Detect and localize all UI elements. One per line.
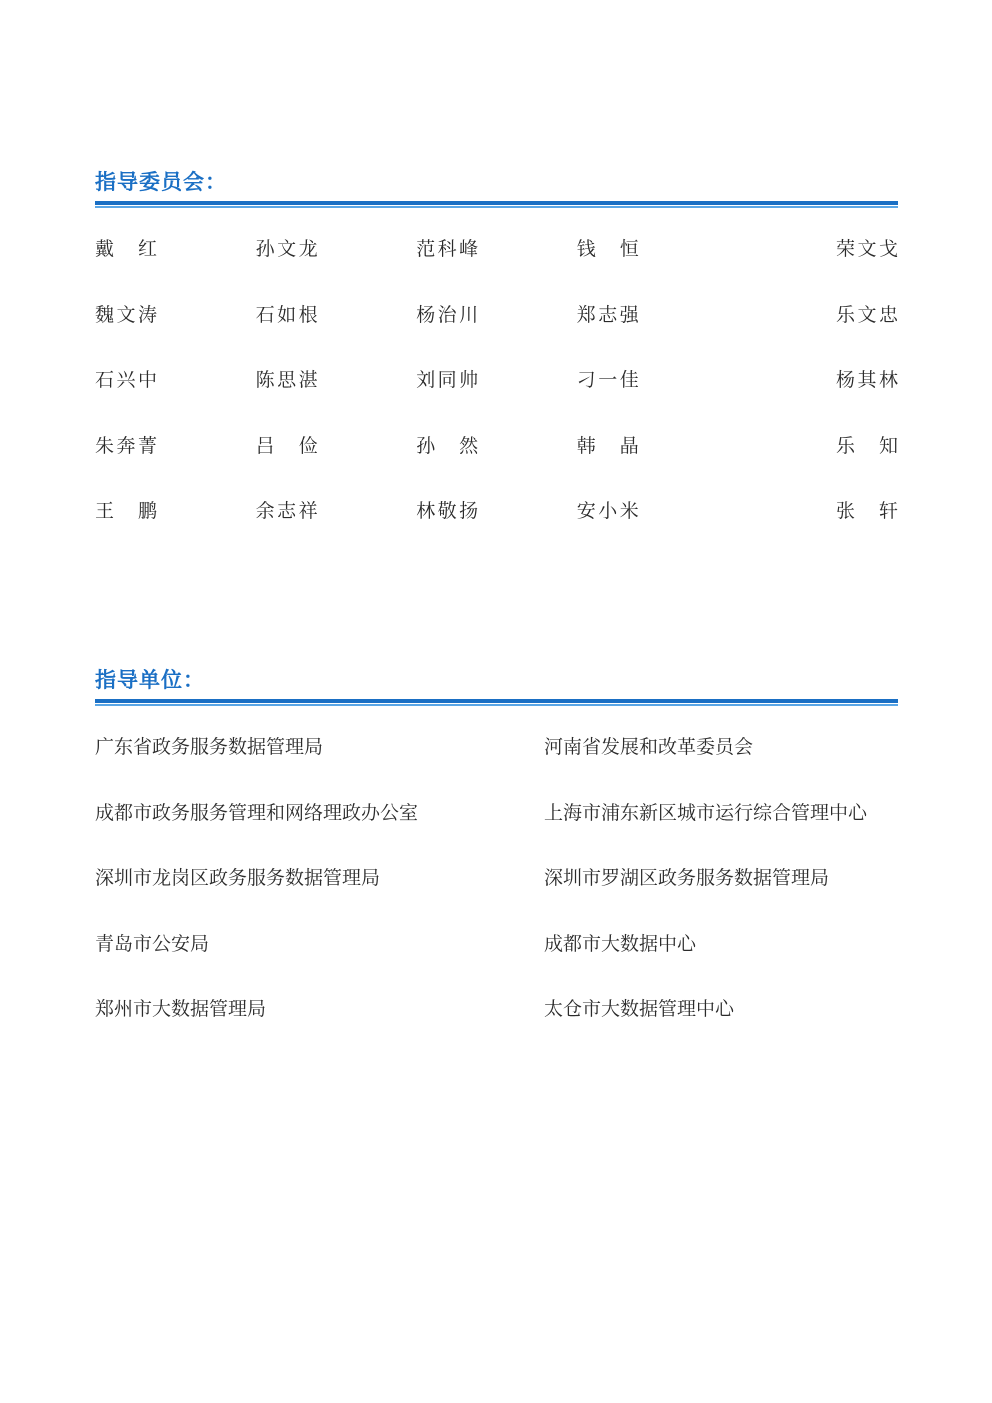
committee-member: 荣文戈 bbox=[836, 238, 898, 260]
committee-member: 韩 晶 bbox=[576, 434, 639, 457]
units-title: 指导单位： bbox=[95, 668, 205, 692]
committee-member: 王 鹏 bbox=[95, 500, 157, 522]
committee-member: 石兴中 bbox=[95, 369, 157, 391]
committee-title: 指导委员会： bbox=[95, 170, 227, 194]
guiding-unit: 深圳市龙岗区政务服务数据管理局 bbox=[95, 867, 381, 889]
committee-member: 魏文涛 bbox=[95, 303, 157, 326]
committee-member: 乐文忠 bbox=[836, 303, 898, 326]
committee-member: 杨其林 bbox=[836, 369, 898, 391]
committee-divider bbox=[95, 201, 898, 208]
divider-thick-line bbox=[95, 201, 898, 205]
guiding-unit: 成都市政务服务管理和网络理政办公室 bbox=[95, 801, 419, 824]
guiding-unit: 深圳市罗湖区政务服务数据管理局 bbox=[544, 867, 830, 889]
committee-member: 钱 恒 bbox=[576, 238, 639, 260]
divider-thin-line bbox=[95, 704, 898, 706]
committee-member: 刘同帅 bbox=[416, 369, 479, 391]
committee-member: 孙 然 bbox=[416, 434, 479, 457]
divider-thin-line bbox=[95, 206, 898, 208]
divider-thick-line bbox=[95, 699, 898, 703]
committee-member: 陈思湛 bbox=[255, 369, 318, 391]
committee-member: 范科峰 bbox=[416, 238, 479, 260]
committee-member: 郑志强 bbox=[576, 303, 639, 326]
guiding-units-grid bbox=[95, 734, 898, 1062]
committee-member: 杨治川 bbox=[416, 303, 479, 326]
guiding-unit: 成都市大数据中心 bbox=[544, 932, 697, 955]
committee-member: 吕 俭 bbox=[255, 434, 318, 457]
committee-member: 安小米 bbox=[576, 500, 639, 522]
guiding-unit: 郑州市大数据管理局 bbox=[95, 998, 267, 1020]
guiding-unit: 青岛市公安局 bbox=[95, 932, 210, 955]
guiding-unit: 上海市浦东新区城市运行综合管理中心 bbox=[544, 801, 868, 824]
committee-member: 朱奔菁 bbox=[95, 434, 157, 457]
committee-member: 刁一佳 bbox=[576, 369, 639, 391]
committee-member: 戴 红 bbox=[95, 238, 157, 260]
committee-member: 石如根 bbox=[255, 303, 318, 326]
committee-member: 林敬扬 bbox=[416, 500, 479, 522]
guiding-unit: 广东省政务服务数据管理局 bbox=[95, 736, 324, 758]
units-divider bbox=[95, 699, 898, 706]
committee-member: 余志祥 bbox=[255, 500, 318, 522]
guiding-unit: 河南省发展和改革委员会 bbox=[544, 736, 754, 758]
committee-member-grid bbox=[95, 236, 898, 564]
committee-member: 张 轩 bbox=[836, 500, 898, 522]
committee-member: 孙文龙 bbox=[255, 238, 318, 260]
committee-member: 乐 知 bbox=[836, 434, 898, 457]
guiding-unit: 太仓市大数据管理中心 bbox=[544, 998, 735, 1020]
